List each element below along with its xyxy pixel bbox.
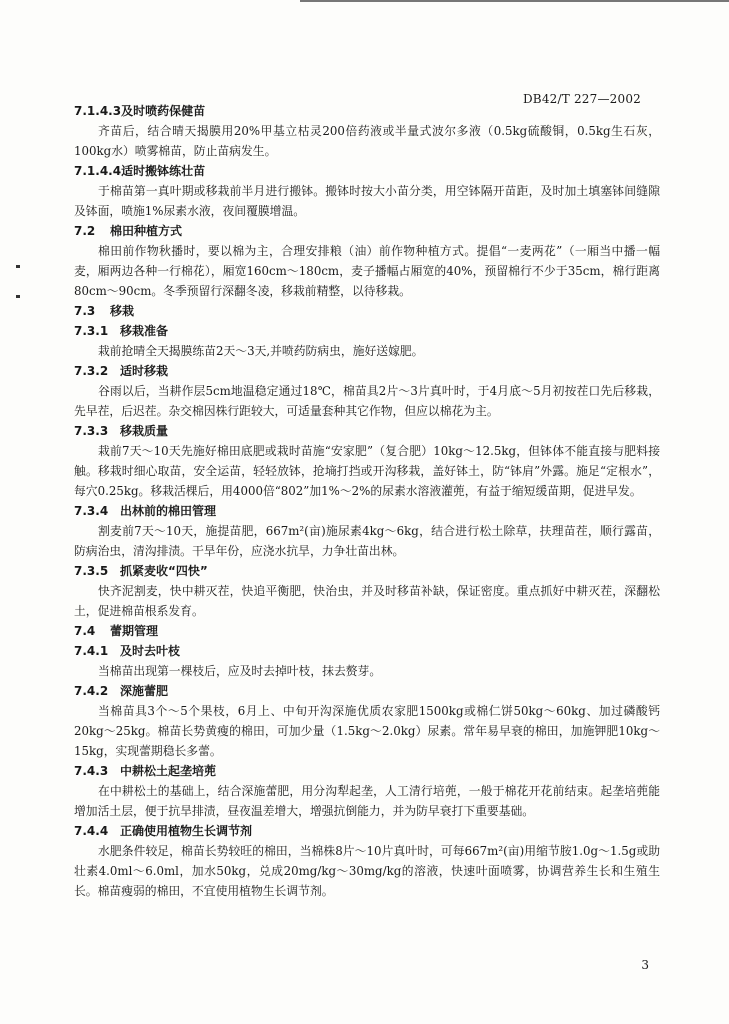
page-number: 3 xyxy=(641,958,649,972)
section-number: 7.4 xyxy=(74,624,96,638)
section-paragraph: 当棉苗出现第一棵枝后，应及时去掉叶枝，抹去赘芽。 xyxy=(98,664,382,678)
section-paragraph: 快齐泥割麦，快中耕灭茬，快追平衡肥，快治虫，并及时移苗补缺，保证密度。重点抓好中耕灭茬，深翻松土，促进棉苗根系发育。 xyxy=(74,584,660,618)
section-number: 7.4.2 xyxy=(74,684,109,698)
section-paragraph: 栽前抢晴全天揭膜练苗2天～3天,并喷药防病虫，施好送嫁肥。 xyxy=(98,344,424,358)
section-number: 7.1.4.4 xyxy=(74,164,122,178)
section-paragraph: 于棉苗第一真叶期或移栽前半月进行搬钵。搬钵时按大小苗分类，用空钵隔开苗距，及时加土填塞钵间缝隙及钵面，喷施1%尿素水液，夜间覆膜增温。 xyxy=(74,184,660,218)
document-body xyxy=(74,101,660,901)
section-paragraph: 水肥条件较足，棉苗长势较旺的棉田，当棉株8片～10片真叶时，可每667m²(亩)用缩节胺1.0g～1.5g或助壮素4.0ml～6.0ml，加水50kg，兑成20mg/kg～30mg/kg的溶液，快速叶面喷雾，协调营养生长和生殖生长。棉苗瘦弱的棉田，不宜使用植物生长调节剂。 xyxy=(74,844,660,898)
section-title: 移栽准备 xyxy=(120,324,169,338)
section-number: 7.3.1 xyxy=(74,324,109,338)
section-heading xyxy=(74,761,660,781)
section-title: 及时去叶枝 xyxy=(120,644,181,658)
section-number: 7.4.1 xyxy=(74,644,109,658)
section-number: 7.4.4 xyxy=(74,824,109,838)
section-number: 7.2 xyxy=(74,224,96,238)
section-number: 7.3 xyxy=(74,304,96,318)
standard-number: DB42/T 227—2002 xyxy=(522,92,641,106)
section-number: 7.3.2 xyxy=(74,364,109,378)
margin-mark xyxy=(16,295,20,298)
section-heading xyxy=(74,681,660,701)
section-heading xyxy=(74,361,660,381)
section-paragraph: 割麦前7天～10天，施提苗肥，667m²(亩)施尿素4kg～6kg，结合进行松土除草，扶理苗茬，顺行露苗，防病治虫，清沟排渍。干旱年份，应浇水抗旱，力争壮苗出林。 xyxy=(74,524,660,558)
section-paragraph: 栽前7天～10天先施好棉田底肥或栽时苗施“安家肥”（复合肥）10kg～12.5kg，但钵体不能直接与肥料接触。移栽时细心取苗，安全运苗，轻轻放钵，抢墒打挡或开沟移栽，盖好钵土，防“钵肩”外露。施足“定根水”，每穴0.25kg。移栽活棵后，用4000倍“802”加1%～2%的尿素水溶液灌蔸，有益于缩短缓苗期，促进早发。 xyxy=(74,444,660,498)
section-paragraph: 棉田前作物秋播时，要以棉为主，合理安排粮（油）前作物种植方式。提倡“一麦两花”（一厢当中播一幅麦，厢两边各种一行棉花），厢宽160cm～180cm，麦子播幅占厢宽的40%，预留棉行不少于35cm，棉行距离80cm～90cm。冬季预留行深翻冬凌，移栽前精整，以待移栽。 xyxy=(74,244,660,298)
section-title: 蕾期管理 xyxy=(110,624,159,638)
section-paragraph: 在中耕松土的基础上，结合深施蕾肥，用分沟犁起垄，人工清行培蔸，一般于棉花开花前结束。起垄培蔸能增加活土层，便于抗旱排渍，昼夜温差增大，增强抗倒能力，并为防早衰打下重要基础。 xyxy=(74,784,660,818)
section-title: 棉田种植方式 xyxy=(110,224,183,238)
section-title: 适时搬钵练壮苗 xyxy=(121,164,206,178)
section-title: 出林前的棉田管理 xyxy=(120,504,217,518)
section-heading xyxy=(74,301,660,321)
section-title: 深施蕾肥 xyxy=(120,684,169,698)
section-heading xyxy=(74,641,660,661)
section-heading xyxy=(74,101,660,121)
section-title: 中耕松土起垄培蔸 xyxy=(120,764,217,778)
section-title: 移栽质量 xyxy=(120,424,169,438)
section-paragraph: 谷雨以后，当耕作层5cm地温稳定通过18℃，棉苗具2片～3片真叶时，于4月底～5月初按茬口先后移栽，先早茬，后迟茬。杂交棉因株行距较大，可适量套种其它作物，但应以棉花为主。 xyxy=(74,384,660,418)
section-heading xyxy=(74,421,660,441)
section-heading xyxy=(74,321,660,341)
section-number: 7.3.3 xyxy=(74,424,109,438)
section-heading xyxy=(74,221,660,241)
section-heading xyxy=(74,501,660,521)
section-title: 抓紧麦收“四快” xyxy=(120,564,208,578)
section-heading xyxy=(74,161,660,181)
section-heading xyxy=(74,821,660,841)
section-number: 7.3.4 xyxy=(74,504,109,518)
scan-edge-line xyxy=(300,0,729,2)
section-title: 正确使用植物生长调节剂 xyxy=(120,824,253,838)
section-title: 适时移栽 xyxy=(120,364,169,378)
section-heading xyxy=(74,561,660,581)
margin-mark xyxy=(16,265,20,268)
section-paragraph: 齐苗后，结合晴天揭膜用20%甲基立枯灵200倍药液或半量式波尔多液（0.5kg硫酸铜，0.5kg生石灰，100kg水）喷雾棉苗，防止苗病发生。 xyxy=(74,124,660,158)
section-title: 及时喷药保健苗 xyxy=(121,104,206,118)
section-number: 7.1.4.3 xyxy=(74,104,122,118)
section-paragraph: 当棉苗具3个～5个果枝，6月上、中旬开沟深施优质农家肥1500kg或棉仁饼50kg～60kg、加过磷酸钙20kg～25kg。棉苗长势黄瘦的棉田，可加少量（1.5kg～2.0kg）尿素。常年易早衰的棉田，加施钾肥10kg～15kg，实现蕾期稳长多蕾。 xyxy=(74,704,660,758)
section-title: 移栽 xyxy=(110,304,135,318)
section-number: 7.3.5 xyxy=(74,564,109,578)
section-number: 7.4.3 xyxy=(74,764,109,778)
section-heading xyxy=(74,621,660,641)
